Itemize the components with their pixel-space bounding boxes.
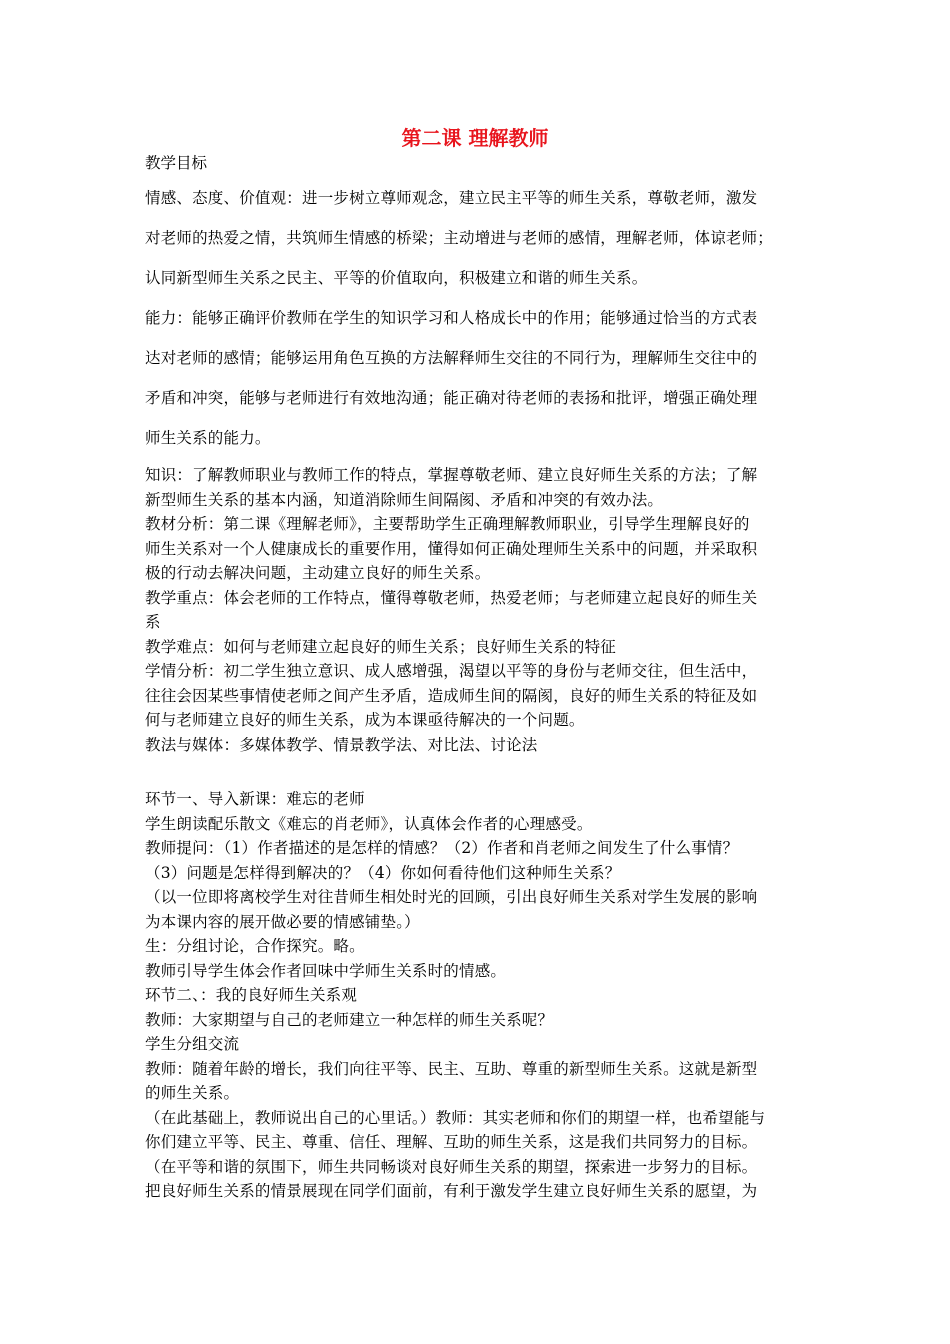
analysis-line: 新型师生关系的基本内涵，知道消除师生间隔阂、矛盾和冲突的有效办法。 [145, 490, 664, 509]
goal-line: 能力：能够正确评价教师在学生的知识学习和人格成长中的作用；能够通过恰当的方式表 [145, 309, 758, 327]
process-line: 环节二、：我的良好师生关系观 [145, 986, 358, 1004]
goal-line: 情感、态度、价值观：进一步树立尊师观念，建立民主平等的师生关系，尊敬老师，激发 [145, 189, 758, 207]
process-line: 为本课内容的展开做必要的情感铺垫。） [145, 912, 420, 931]
process-line: 生：分组讨论，合作探究。略。 [145, 937, 365, 955]
analysis-line: 往往会因某些事情使老师之间产生矛盾，造成师生间的隔阂，良好的师生关系的特征及如 [145, 686, 758, 705]
process-line: 的师生关系。 [145, 1084, 240, 1102]
process-line: 把良好师生关系的情景展现在同学们面前，有利于激发学生建立良好师生关系的愿望，为 [145, 1182, 758, 1200]
goal-line: 矛盾和冲突，能够与老师进行有效地沟通；能正确对待老师的表扬和批评，增强正确处理 [145, 389, 758, 407]
analysis-block [145, 463, 817, 757]
teaching-process-block [145, 787, 817, 1204]
goal-line: 师生关系的能力。 [145, 429, 271, 447]
process-line: 学生朗读配乐散文《难忘的肖老师》，认真体会作者的心理感受。 [145, 814, 593, 833]
section-heading: 教学目标 [145, 154, 208, 172]
analysis-line: 知识：了解教师职业与教师工作的特点，掌握尊敬老师、建立良好师生关系的方法；了解 [145, 466, 758, 484]
process-line: （以一位即将离校学生对往昔师生相处时光的回顾，引出良好师生关系对学生发展的影响 [145, 888, 758, 906]
analysis-line: 极的行动去解决问题，主动建立良好的师生关系。 [145, 564, 491, 582]
process-line: 学生分组交流 [145, 1035, 240, 1053]
process-line: 教师引导学生体会作者回味中学师生关系时的情感。 [145, 961, 507, 980]
teaching-goals-block [145, 178, 817, 458]
process-line: 教师：随着年龄的增长，我们向往平等、民主、互助、尊重的新型师生关系。这就是新型 [145, 1059, 758, 1078]
analysis-line: 教学重点：体会老师的工作特点，懂得尊敬老师，热爱老师；与老师建立起良好的师生关 [145, 588, 758, 607]
process-line: 教师：大家期望与自己的老师建立一种怎样的师生关系呢？ [145, 1010, 554, 1029]
analysis-line: 教法与媒体：多媒体教学、情景教学法、对比法、讨论法 [145, 735, 538, 754]
process-line: （在平等和谐的氛围下，师生共同畅谈对良好师生关系的期望，探索进一步努力的目标。 [145, 1157, 758, 1176]
goal-line: 达对老师的感情；能够运用角色互换的方法解释师生交往的不同行为，理解师生交往中的 [145, 349, 758, 367]
process-line: （3）问题是怎样得到解决的？（4）你如何看待他们这种师生关系？ [145, 863, 621, 882]
analysis-line: 教学难点：如何与老师建立起良好的师生关系；良好师生关系的特征 [145, 637, 617, 656]
goal-line: 认同新型师生关系之民主、平等的价值取向，积极建立和谐的师生关系。 [145, 269, 648, 287]
document-title: 第二课 理解教师 [401, 126, 549, 150]
analysis-line: 教材分析：第二课《理解老师》，主要帮助学生正确理解教师职业，引导学生理解良好的 [145, 515, 750, 533]
analysis-line: 系 [145, 613, 161, 631]
goal-line: 对老师的热爱之情，共筑师生情感的桥梁；主动增进与老师的感情，理解老师，体谅老师； [145, 229, 774, 247]
process-line: 环节一、导入新课：难忘的老师 [145, 790, 365, 808]
process-line: （在此基础上，教师说出自己的心里话。）教师：其实老师和你们的期望一样，也希望能与 [145, 1108, 766, 1127]
analysis-line: 师生关系对一个人健康成长的重要作用，懂得如何正确处理师生关系中的问题，并采取积 [145, 539, 758, 558]
process-line: 你们建立平等、民主、尊重、信任、理解、互助的师生关系，这是我们共同努力的目标。 [145, 1133, 758, 1151]
process-line: 教师提问：（1）作者描述的是怎样的情感？（2）作者和肖老师之间发生了什么事情？ [145, 839, 739, 857]
analysis-line: 何与老师建立良好的师生关系，成为本课亟待解决的一个问题。 [145, 711, 585, 729]
analysis-line: 学情分析：初二学生独立意识、成人感增强，渴望以平等的身份与老师交往，但生活中， [145, 662, 758, 680]
